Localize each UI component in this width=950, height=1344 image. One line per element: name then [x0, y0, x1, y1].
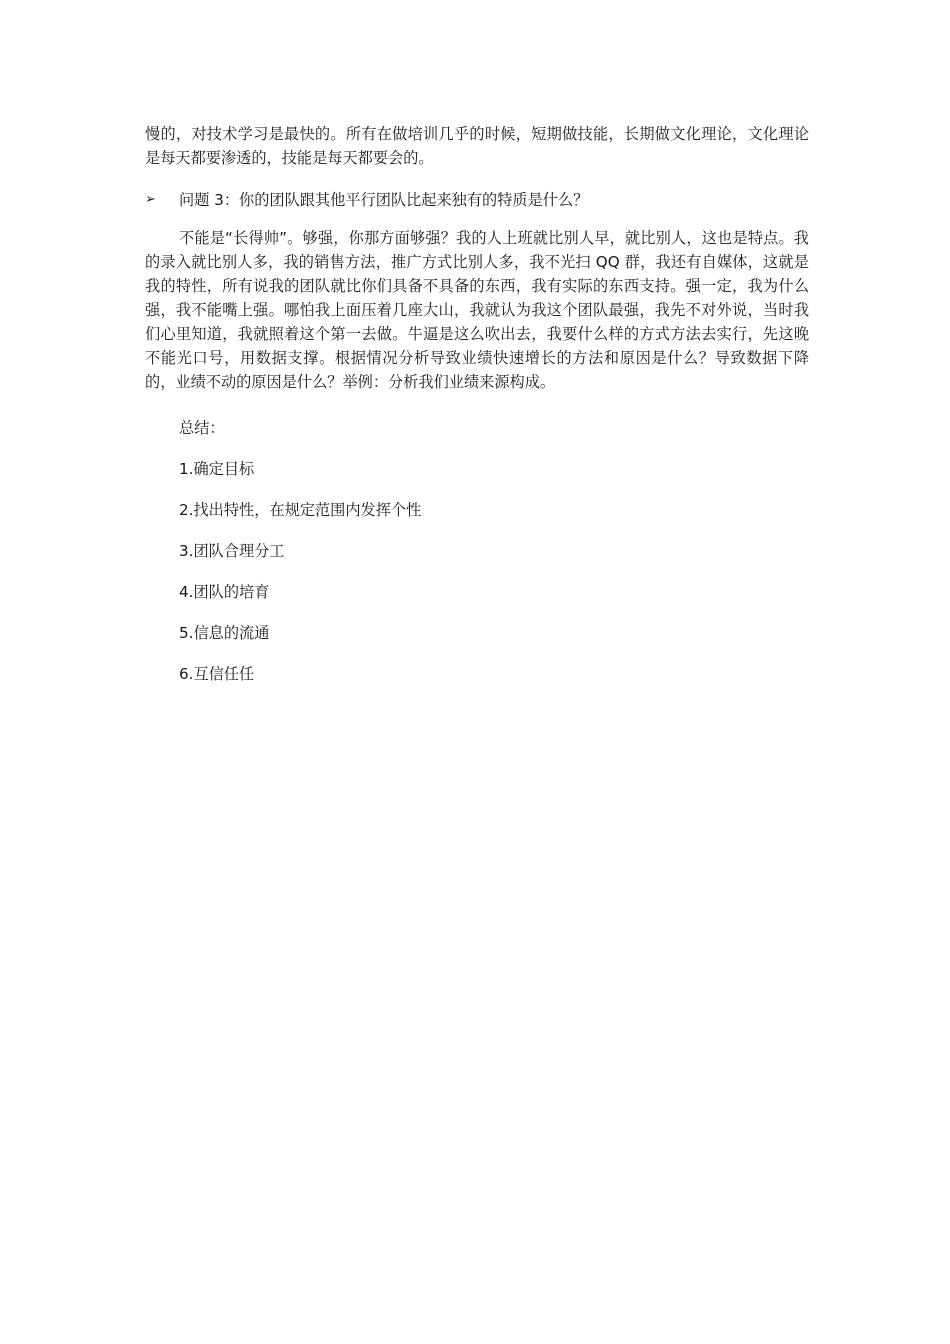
continuation-paragraph: 慢的，对技术学习是最快的。所有在做培训几乎的时候，短期做技能，长期做文化理论，文化理论是每天都要渗透的，技能是每天都要会的。 — [145, 125, 809, 167]
summary-list — [145, 457, 809, 686]
summary-item-1: 1.确定目标 — [179, 460, 255, 478]
answer-paragraph: 不能是“长得帅”。够强，你那方面够强？我的人上班就比别人早，就比别人，这也是特点。我的录入就比别人多，我的销售方法，推广方式比别人多，我不光扫 QQ 群，我还有自媒体，这就是我的特性，所有说我的团队就比你们具备不具备的东西，我有实际的东西支持。强一定，我为什么强，我不能嘴上强。哪怕我上面压着几座大山，我就认为我这个团队最强，我先不对外说，当时我们心里知道，我就照着这个第一去做。牛逼是这么吹出去，我要什么样的方式方法去实行，先这晚不能光口号，用数据支撑。根据情况分析导致业绩快速增长的方法和原因是什么？导致数据下降的，业绩不动的原因是什么？举例：分析我们业绩来源构成。 — [145, 229, 809, 391]
summary-item-4: 4.团队的培育 — [179, 583, 270, 601]
summary-item-6: 6.互信任任 — [179, 665, 255, 683]
summary-title: 总结： — [179, 419, 225, 437]
arrow-bullet-icon: ➢ — [145, 192, 156, 207]
summary-item-2: 2.找出特性，在规定范围内发挥个性 — [179, 501, 422, 519]
question-text: 问题 3：你的团队跟其他平行团队比起来独有的特质是什么？ — [179, 191, 589, 209]
document-page — [145, 122, 809, 703]
question-item — [145, 188, 809, 212]
summary-item-5: 5.信息的流通 — [179, 624, 270, 642]
summary-item-3: 3.团队合理分工 — [179, 542, 285, 560]
